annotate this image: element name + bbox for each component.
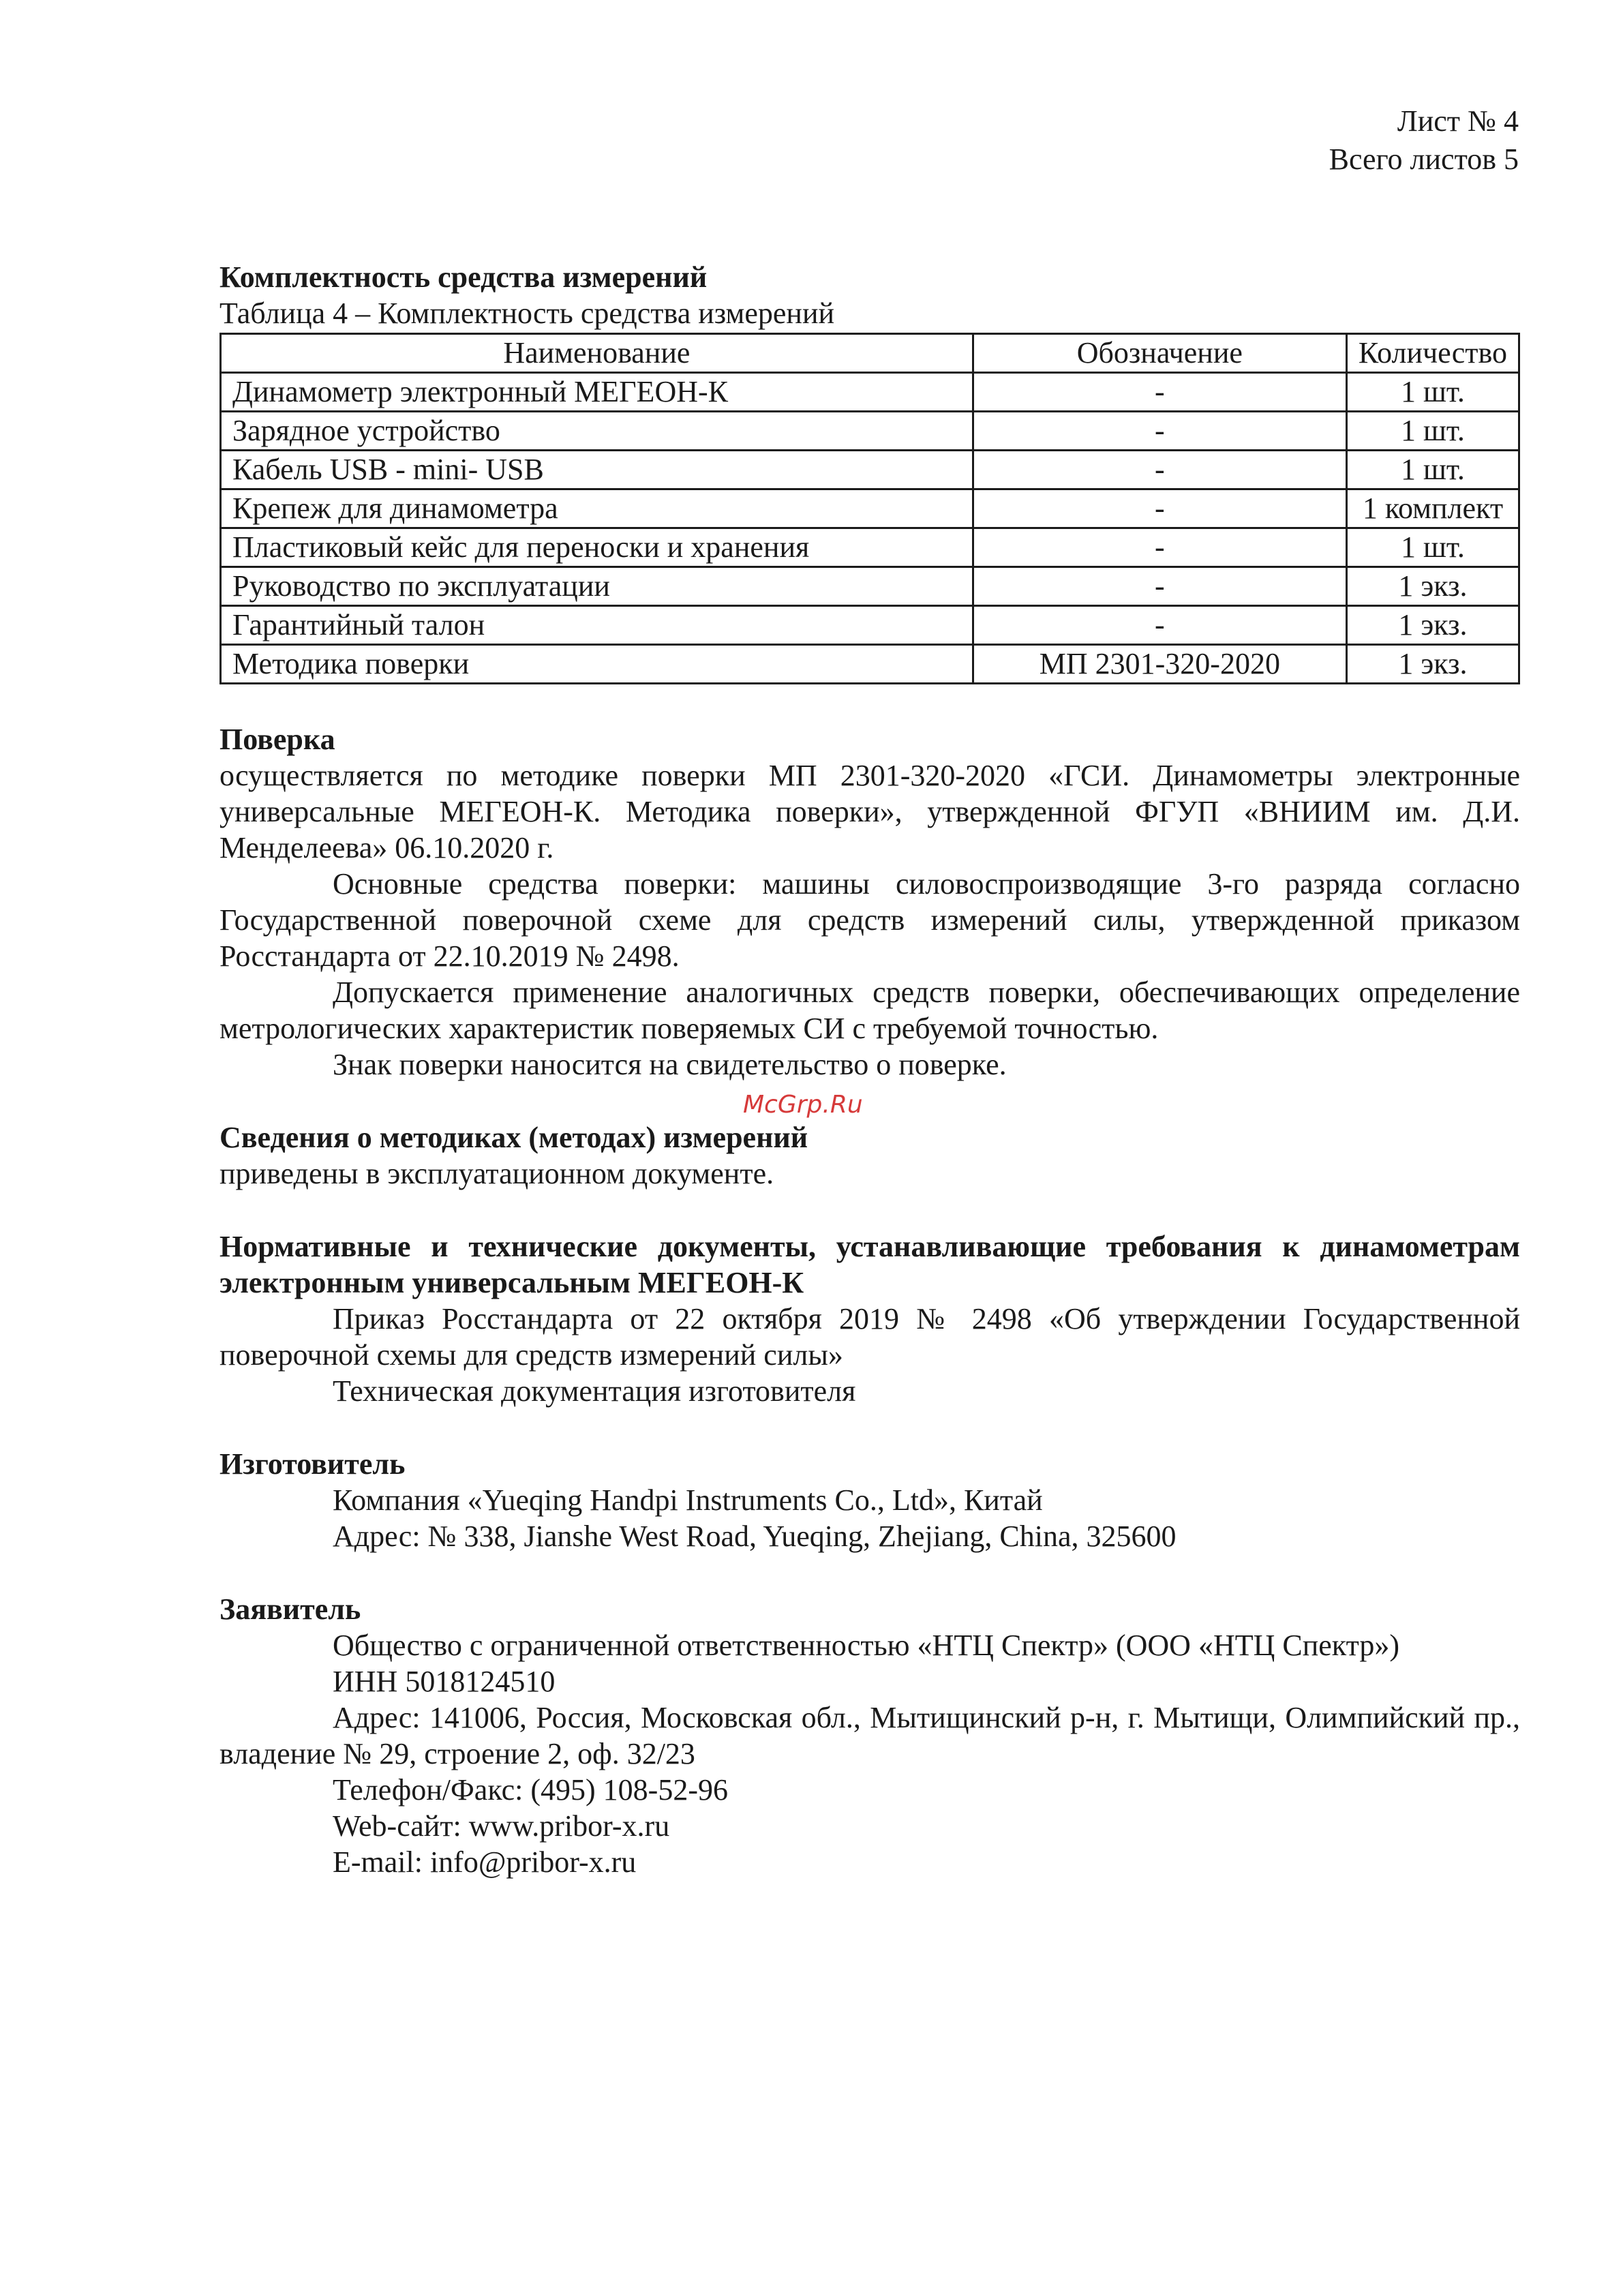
table-header-row [221, 334, 1519, 373]
cell-name: Кабель USB - mini- USB [221, 451, 973, 489]
completeness-heading: Комплектность средства измерений [219, 260, 708, 294]
cell-name: Руководство по эксплуатации [221, 567, 973, 606]
cell-designation: - [973, 606, 1346, 645]
cell-quantity: 1 комплект [1346, 489, 1519, 528]
column-header-quantity: Количество [1346, 334, 1519, 373]
cell-quantity: 1 шт. [1346, 528, 1519, 567]
table-row [221, 489, 1519, 528]
cell-name: Пластиковый кейс для переноски и хранения [221, 528, 973, 567]
sheet-total: Всего листов 5 [1329, 142, 1519, 176]
table-caption: Таблица 4 – Комплектность средства измерений [219, 297, 835, 330]
verification-paragraph-1: осуществляется по методике поверки МП 2301-320-2020 «ГСИ. Динамометры электронные универсальные МЕГЕОН-К. Методика поверки», утвержденной ФГУП «ВНИИМ им. Д.И. Менделеева» 06.10.2020 г. [219, 759, 1520, 864]
normative-heading: Нормативные и технические документы, устанавливающие требования к динамометрам электронным универсальным МЕГЕОН-К [219, 1230, 1520, 1299]
cell-designation: МП 2301-320-2020 [973, 645, 1346, 684]
cell-quantity: 1 шт. [1346, 412, 1519, 451]
sheet-number: Лист № 4 [1397, 104, 1519, 138]
table-row [221, 412, 1519, 451]
table-row [221, 567, 1519, 606]
cell-name: Гарантийный талон [221, 606, 973, 645]
cell-designation: - [973, 412, 1346, 451]
cell-designation: - [973, 489, 1346, 528]
cell-designation: - [973, 528, 1346, 567]
verification-paragraph-3: Допускается применение аналогичных средств поверки, обеспечивающих определение метрологических характеристик поверяемых СИ с требуемой точностью. [219, 976, 1520, 1045]
cell-quantity: 1 экз. [1346, 567, 1519, 606]
applicant-heading: Заявитель [219, 1592, 361, 1626]
verification-paragraph-2: Основные средства поверки: машины силовоспроизводящие 3-го разряда согласно Государственной поверочной схеме для средств измерений силы, утвержденной приказом Росстандарта от 22.10.2019 № 2498. [219, 867, 1520, 973]
manufacturer-heading: Изготовитель [219, 1447, 406, 1481]
verification-paragraph-4: Знак поверки наносится на свидетельство о поверке. [333, 1048, 1007, 1081]
normative-paragraph-2: Техническая документация изготовителя [333, 1374, 856, 1408]
cell-quantity: 1 экз. [1346, 606, 1519, 645]
manufacturer-company: Компания «Yueqing Handpi Instruments Co., Ltd», Китай [333, 1483, 1043, 1517]
applicant-email: E-mail: info@pribor-x.ru [333, 1845, 637, 1879]
verification-heading: Поверка [219, 723, 335, 756]
site-watermark: McGrp.Ru [743, 1091, 863, 1119]
table-row [221, 528, 1519, 567]
table-row [221, 606, 1519, 645]
cell-name: Крепеж для динамометра [221, 489, 973, 528]
cell-designation: - [973, 451, 1346, 489]
table-row [221, 373, 1519, 412]
cell-quantity: 1 шт. [1346, 373, 1519, 412]
cell-quantity: 1 экз. [1346, 645, 1519, 684]
document-body [219, 259, 1520, 1880]
completeness-table [219, 333, 1520, 684]
methods-text: приведены в эксплуатационном документе. [219, 1157, 774, 1190]
table-row [221, 451, 1519, 489]
normative-paragraph-1: Приказ Росстандарта от 22 октября 2019 № 2498 «Об утверждении Государственной поверочной схемы для средств измерений силы» [219, 1302, 1520, 1372]
cell-quantity: 1 шт. [1346, 451, 1519, 489]
applicant-phone: Телефон/Факс: (495) 108-52-96 [333, 1773, 728, 1807]
cell-designation: - [973, 373, 1346, 412]
methods-heading: Сведения о методиках (методах) измерений [219, 1121, 808, 1154]
applicant-organization: Общество с ограниченной ответственностью «НТЦ Спектр» (ООО «НТЦ Спектр») [333, 1629, 1400, 1662]
applicant-inn: ИНН 5018124510 [333, 1665, 556, 1698]
cell-name: Зарядное устройство [221, 412, 973, 451]
cell-name: Методика поверки [221, 645, 973, 684]
applicant-website: Web-сайт: www.pribor-x.ru [333, 1809, 670, 1843]
manufacturer-address: Адрес: № 338, Jianshe West Road, Yueqing, Zhejiang, China, 325600 [333, 1520, 1177, 1553]
cell-designation: - [973, 567, 1346, 606]
table-row [221, 645, 1519, 684]
cell-name: Динамометр электронный МЕГЕОН-К [221, 373, 973, 412]
sheet-info [1329, 102, 1519, 179]
column-header-designation: Обозначение [973, 334, 1346, 373]
applicant-address: Адрес: 141006, Россия, Московская обл., Мытищинский р-н, г. Мытищи, Олимпийский пр., владение № 29, строение 2, оф. 32/23 [219, 1701, 1520, 1770]
column-header-name: Наименование [221, 334, 973, 373]
